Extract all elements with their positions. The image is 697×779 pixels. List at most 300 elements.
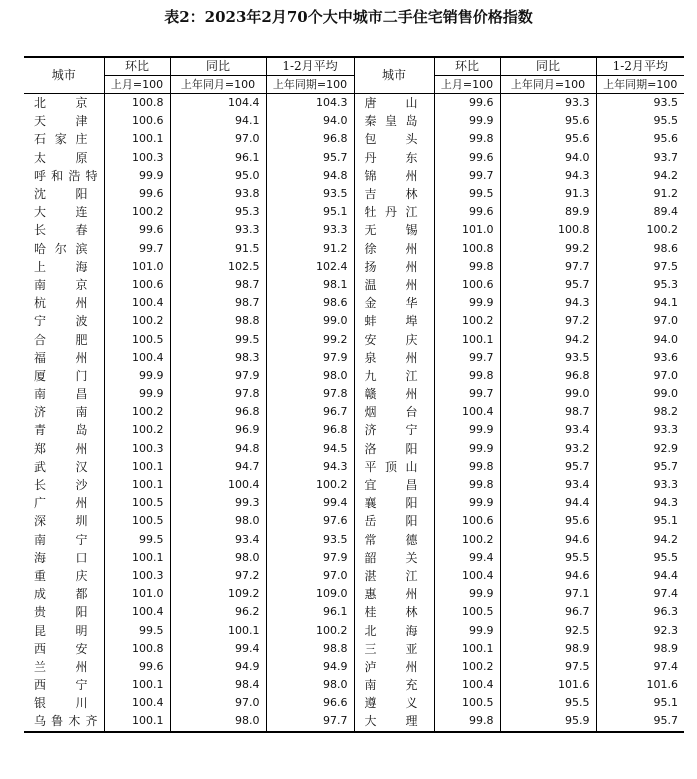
- right-city-name: 桂林: [354, 603, 434, 621]
- left-yoy-value: 94.9: [170, 658, 266, 676]
- header-avg-sub-right: 上年同期=100: [596, 76, 684, 94]
- right-mom-value: 100.4: [434, 567, 500, 585]
- left-yoy-value: 96.1: [170, 149, 266, 167]
- right-mom-value: 99.6: [434, 203, 500, 221]
- left-yoy-value: 98.0: [170, 512, 266, 530]
- left-mom-value: 100.3: [104, 149, 170, 167]
- right-avg-value: 94.1: [596, 294, 684, 312]
- left-mom-value: 100.3: [104, 567, 170, 585]
- right-mom-value: 100.6: [434, 276, 500, 294]
- header-yoy-sub-left: 上年同月=100: [170, 76, 266, 94]
- left-avg-value: 96.7: [266, 403, 354, 421]
- left-city-name: 沈阳: [34, 187, 88, 202]
- right-mom-value: 100.8: [434, 240, 500, 258]
- right-mom-value: 100.5: [434, 603, 500, 621]
- right-city-name: 惠州: [354, 585, 434, 603]
- left-city-name: 兰州: [34, 659, 88, 674]
- right-city-name: 丹东: [354, 149, 434, 167]
- right-city-name: 泸州: [354, 658, 434, 676]
- left-yoy-value: 97.0: [170, 130, 266, 148]
- left-avg-value: 109.0: [266, 585, 354, 603]
- header-avg-right: 1-2月平均: [596, 57, 684, 76]
- right-mom-value: 99.6: [434, 149, 500, 167]
- left-city-name: 合肥: [34, 332, 88, 347]
- right-yoy-value: 98.7: [500, 403, 596, 421]
- right-city-name: 岳阳: [354, 512, 434, 530]
- right-avg-value: 94.3: [596, 494, 684, 512]
- right-avg-value: 98.6: [596, 240, 684, 258]
- right-avg-value: 95.5: [596, 112, 684, 130]
- right-yoy-value: 94.0: [500, 149, 596, 167]
- right-city-name: 襄阳: [354, 494, 434, 512]
- right-city-name: 牡丹江: [354, 203, 434, 221]
- right-yoy-value: 98.9: [500, 640, 596, 658]
- left-avg-value: 102.4: [266, 258, 354, 276]
- left-city-name: 海口: [34, 550, 88, 565]
- left-yoy-value: 99.4: [170, 640, 266, 658]
- right-city-name: 吉林: [354, 185, 434, 203]
- left-city-name: 南昌: [34, 387, 88, 402]
- price-index-table: [24, 56, 684, 733]
- right-city-name: 包头: [354, 130, 434, 148]
- right-yoy-value: 95.7: [500, 458, 596, 476]
- table-row: [24, 330, 684, 348]
- right-mom-value: 99.9: [434, 440, 500, 458]
- table-row: [24, 640, 684, 658]
- left-avg-value: 95.7: [266, 149, 354, 167]
- right-mom-value: 99.7: [434, 167, 500, 185]
- right-yoy-value: 92.5: [500, 621, 596, 639]
- left-mom-value: 100.6: [104, 276, 170, 294]
- left-avg-value: 95.1: [266, 203, 354, 221]
- left-city-name: 西宁: [34, 678, 88, 693]
- right-yoy-value: 89.9: [500, 203, 596, 221]
- left-yoy-value: 99.3: [170, 494, 266, 512]
- right-mom-value: 99.7: [434, 349, 500, 367]
- left-mom-value: 100.4: [104, 294, 170, 312]
- left-city-name: 天津: [34, 114, 88, 129]
- table-row: [24, 367, 684, 385]
- left-yoy-value: 96.9: [170, 421, 266, 439]
- right-city-name: 扬州: [354, 258, 434, 276]
- right-yoy-value: 93.4: [500, 476, 596, 494]
- left-yoy-value: 98.0: [170, 549, 266, 567]
- left-city-name: 乌鲁木齐: [24, 712, 104, 731]
- left-yoy-value: 94.1: [170, 112, 266, 130]
- left-avg-value: 97.9: [266, 349, 354, 367]
- right-mom-value: 99.8: [434, 712, 500, 731]
- right-city-name: 大理: [354, 712, 434, 731]
- right-yoy-value: 100.8: [500, 221, 596, 239]
- table-row: [24, 94, 684, 113]
- right-yoy-value: 99.2: [500, 240, 596, 258]
- right-avg-value: 93.3: [596, 476, 684, 494]
- left-city-name: 福州: [34, 350, 88, 365]
- left-avg-value: 94.5: [266, 440, 354, 458]
- left-yoy-value: 96.8: [170, 403, 266, 421]
- table-row: [24, 167, 684, 185]
- left-mom-value: 100.4: [104, 603, 170, 621]
- right-yoy-value: 95.6: [500, 112, 596, 130]
- left-avg-value: 96.8: [266, 130, 354, 148]
- left-avg-value: 94.9: [266, 658, 354, 676]
- right-mom-value: 100.6: [434, 512, 500, 530]
- right-city-name: 南充: [354, 676, 434, 694]
- left-mom-value: 100.2: [104, 203, 170, 221]
- left-city-name: 郑州: [34, 441, 88, 456]
- right-yoy-value: 94.3: [500, 167, 596, 185]
- left-mom-value: 99.7: [104, 240, 170, 258]
- right-mom-value: 100.5: [434, 694, 500, 712]
- right-city-name: 韶关: [354, 549, 434, 567]
- right-avg-value: 89.4: [596, 203, 684, 221]
- right-avg-value: 98.9: [596, 640, 684, 658]
- left-city-name: 大连: [34, 205, 88, 220]
- header-mom-right: 环比: [434, 57, 500, 76]
- left-yoy-value: 104.4: [170, 94, 266, 113]
- left-avg-value: 97.0: [266, 567, 354, 585]
- right-city-name: 温州: [354, 276, 434, 294]
- right-city-name: 秦皇岛: [354, 112, 434, 130]
- right-mom-value: 100.1: [434, 330, 500, 348]
- table-body: [24, 94, 684, 732]
- right-yoy-value: 93.2: [500, 440, 596, 458]
- right-city-name: 平顶山: [354, 458, 434, 476]
- table-row: [24, 476, 684, 494]
- left-mom-value: 99.6: [104, 185, 170, 203]
- left-avg-value: 96.6: [266, 694, 354, 712]
- right-city-name: 赣州: [354, 385, 434, 403]
- left-avg-value: 97.8: [266, 385, 354, 403]
- left-yoy-value: 97.2: [170, 567, 266, 585]
- right-city-name: 宜昌: [354, 476, 434, 494]
- table-row: [24, 494, 684, 512]
- table-row: [24, 621, 684, 639]
- table-row: [24, 549, 684, 567]
- table-row: [24, 712, 684, 731]
- right-mom-value: 99.8: [434, 476, 500, 494]
- right-yoy-value: 95.9: [500, 712, 596, 731]
- right-city-name: 洛阳: [354, 440, 434, 458]
- right-avg-value: 92.9: [596, 440, 684, 458]
- right-yoy-value: 97.7: [500, 258, 596, 276]
- header-city-left: 城市: [24, 57, 104, 94]
- left-mom-value: 100.3: [104, 440, 170, 458]
- left-mom-value: 100.1: [104, 676, 170, 694]
- left-yoy-value: 99.5: [170, 330, 266, 348]
- right-avg-value: 95.1: [596, 512, 684, 530]
- right-yoy-value: 95.5: [500, 549, 596, 567]
- left-yoy-value: 97.9: [170, 367, 266, 385]
- left-avg-value: 97.6: [266, 512, 354, 530]
- right-avg-value: 95.7: [596, 712, 684, 731]
- left-city-name: 太原: [34, 150, 88, 165]
- right-yoy-value: 93.3: [500, 94, 596, 113]
- table-row: [24, 203, 684, 221]
- left-mom-value: 100.5: [104, 494, 170, 512]
- header-mom-left: 环比: [104, 57, 170, 76]
- right-mom-value: 99.6: [434, 94, 500, 113]
- left-yoy-value: 100.1: [170, 621, 266, 639]
- right-mom-value: 100.2: [434, 658, 500, 676]
- left-city-name: 南宁: [34, 532, 88, 547]
- left-mom-value: 100.6: [104, 112, 170, 130]
- table-row: [24, 440, 684, 458]
- right-mom-value: 99.9: [434, 585, 500, 603]
- left-city-name: 重庆: [34, 568, 88, 583]
- right-yoy-value: 95.6: [500, 512, 596, 530]
- right-avg-value: 95.3: [596, 276, 684, 294]
- page-title: 表2：2023年2月70个大中城市二手住宅销售价格指数: [164, 8, 533, 26]
- left-mom-value: 99.5: [104, 621, 170, 639]
- table-row: [24, 149, 684, 167]
- right-city-name: 锦州: [354, 167, 434, 185]
- left-city-name: 宁波: [34, 314, 88, 329]
- left-mom-value: 100.2: [104, 403, 170, 421]
- left-avg-value: 96.8: [266, 421, 354, 439]
- right-yoy-value: 94.3: [500, 294, 596, 312]
- header-avg-sub-left: 上年同期=100: [266, 76, 354, 94]
- left-yoy-value: 91.5: [170, 240, 266, 258]
- right-yoy-value: 91.3: [500, 185, 596, 203]
- right-avg-value: 99.0: [596, 385, 684, 403]
- left-mom-value: 100.2: [104, 312, 170, 330]
- right-city-name: 九江: [354, 367, 434, 385]
- left-avg-value: 98.1: [266, 276, 354, 294]
- table-row: [24, 312, 684, 330]
- left-yoy-value: 98.3: [170, 349, 266, 367]
- table-row: [24, 658, 684, 676]
- table-row: [24, 694, 684, 712]
- left-mom-value: 100.1: [104, 458, 170, 476]
- left-city-name: 杭州: [34, 296, 88, 311]
- right-avg-value: 97.5: [596, 258, 684, 276]
- left-yoy-value: 97.0: [170, 694, 266, 712]
- right-mom-value: 99.9: [434, 294, 500, 312]
- right-avg-value: 93.7: [596, 149, 684, 167]
- right-avg-value: 97.4: [596, 585, 684, 603]
- left-mom-value: 100.4: [104, 694, 170, 712]
- right-city-name: 三亚: [354, 640, 434, 658]
- right-mom-value: 99.5: [434, 185, 500, 203]
- left-city-name: 北京: [34, 96, 88, 111]
- left-avg-value: 94.3: [266, 458, 354, 476]
- table-row: [24, 567, 684, 585]
- table-row: [24, 130, 684, 148]
- right-mom-value: 99.8: [434, 367, 500, 385]
- left-yoy-value: 93.3: [170, 221, 266, 239]
- left-avg-value: 96.1: [266, 603, 354, 621]
- right-city-name: 常德: [354, 531, 434, 549]
- left-avg-value: 99.2: [266, 330, 354, 348]
- right-mom-value: 99.7: [434, 385, 500, 403]
- right-mom-value: 100.2: [434, 312, 500, 330]
- left-avg-value: 99.0: [266, 312, 354, 330]
- left-city-name: 石家庄: [34, 132, 88, 147]
- right-yoy-value: 95.5: [500, 694, 596, 712]
- left-mom-value: 100.1: [104, 549, 170, 567]
- right-yoy-value: 94.6: [500, 531, 596, 549]
- table-row: [24, 531, 684, 549]
- table-row: [24, 458, 684, 476]
- left-mom-value: 100.8: [104, 94, 170, 113]
- table-row: [24, 240, 684, 258]
- right-avg-value: 93.3: [596, 421, 684, 439]
- right-avg-value: 95.5: [596, 549, 684, 567]
- right-city-name: 烟台: [354, 403, 434, 421]
- left-city-name: 广州: [34, 496, 88, 511]
- left-city-name: 长沙: [34, 478, 88, 493]
- left-yoy-value: 98.8: [170, 312, 266, 330]
- left-city-name: 长春: [34, 223, 88, 238]
- left-mom-value: 99.6: [104, 221, 170, 239]
- right-city-name: 金华: [354, 294, 434, 312]
- right-avg-value: 101.6: [596, 676, 684, 694]
- left-mom-value: 100.2: [104, 421, 170, 439]
- right-city-name: 济宁: [354, 421, 434, 439]
- left-avg-value: 99.4: [266, 494, 354, 512]
- left-yoy-value: 95.3: [170, 203, 266, 221]
- right-yoy-value: 94.6: [500, 567, 596, 585]
- left-yoy-value: 98.0: [170, 712, 266, 731]
- left-yoy-value: 109.2: [170, 585, 266, 603]
- right-yoy-value: 101.6: [500, 676, 596, 694]
- right-avg-value: 96.3: [596, 603, 684, 621]
- right-avg-value: 94.2: [596, 167, 684, 185]
- left-avg-value: 97.9: [266, 549, 354, 567]
- left-yoy-value: 98.4: [170, 676, 266, 694]
- left-city-name: 银川: [34, 696, 88, 711]
- left-avg-value: 97.7: [266, 712, 354, 731]
- right-yoy-value: 96.7: [500, 603, 596, 621]
- left-yoy-value: 102.5: [170, 258, 266, 276]
- right-avg-value: 91.2: [596, 185, 684, 203]
- right-yoy-value: 97.5: [500, 658, 596, 676]
- header-avg-left: 1-2月平均: [266, 57, 354, 76]
- left-avg-value: 93.5: [266, 185, 354, 203]
- left-city-name: 呼和浩特: [34, 168, 98, 183]
- right-mom-value: 100.4: [434, 676, 500, 694]
- table-row: [24, 221, 684, 239]
- right-yoy-value: 94.2: [500, 330, 596, 348]
- table-row: [24, 385, 684, 403]
- left-mom-value: 100.1: [104, 712, 170, 731]
- table-row: [24, 676, 684, 694]
- left-mom-value: 101.0: [104, 258, 170, 276]
- table-row: [24, 403, 684, 421]
- left-city-name: 济南: [34, 405, 88, 420]
- header-mom-sub-left: 上月=100: [104, 76, 170, 94]
- table-row: [24, 185, 684, 203]
- right-city-name: 安庆: [354, 330, 434, 348]
- table-row: [24, 603, 684, 621]
- left-mom-value: 100.4: [104, 349, 170, 367]
- right-mom-value: 100.2: [434, 531, 500, 549]
- right-yoy-value: 94.4: [500, 494, 596, 512]
- right-mom-value: 99.8: [434, 258, 500, 276]
- table-row: [24, 421, 684, 439]
- left-mom-value: 99.9: [104, 167, 170, 185]
- left-avg-value: 93.3: [266, 221, 354, 239]
- left-avg-value: 94.8: [266, 167, 354, 185]
- left-mom-value: 100.8: [104, 640, 170, 658]
- left-yoy-value: 95.0: [170, 167, 266, 185]
- left-mom-value: 99.9: [104, 385, 170, 403]
- right-mom-value: 100.4: [434, 403, 500, 421]
- left-city-name: 南京: [34, 277, 88, 292]
- header-yoy-right: 同比: [500, 57, 596, 76]
- right-mom-value: 99.9: [434, 112, 500, 130]
- right-yoy-value: 97.1: [500, 585, 596, 603]
- right-mom-value: 101.0: [434, 221, 500, 239]
- right-avg-value: 100.2: [596, 221, 684, 239]
- right-avg-value: 95.6: [596, 130, 684, 148]
- left-city-name: 青岛: [34, 423, 88, 438]
- left-mom-value: 100.5: [104, 330, 170, 348]
- right-avg-value: 97.0: [596, 312, 684, 330]
- left-yoy-value: 93.4: [170, 531, 266, 549]
- right-avg-value: 97.0: [596, 367, 684, 385]
- left-city-name: 哈尔滨: [34, 241, 88, 256]
- left-mom-value: 100.1: [104, 476, 170, 494]
- right-avg-value: 94.4: [596, 567, 684, 585]
- left-mom-value: 100.1: [104, 130, 170, 148]
- table-row: [24, 294, 684, 312]
- table-row: [24, 349, 684, 367]
- right-yoy-value: 95.6: [500, 130, 596, 148]
- right-city-name: 湛江: [354, 567, 434, 585]
- right-avg-value: 94.2: [596, 531, 684, 549]
- table-row: [24, 512, 684, 530]
- left-yoy-value: 98.7: [170, 276, 266, 294]
- left-yoy-value: 93.8: [170, 185, 266, 203]
- right-avg-value: 97.4: [596, 658, 684, 676]
- right-mom-value: 99.8: [434, 130, 500, 148]
- left-yoy-value: 98.7: [170, 294, 266, 312]
- header-mom-sub-right: 上月=100: [434, 76, 500, 94]
- header-city-right: 城市: [354, 57, 434, 94]
- left-city-name: 厦门: [34, 368, 88, 383]
- right-yoy-value: 93.5: [500, 349, 596, 367]
- left-city-name: 武汉: [34, 459, 88, 474]
- right-mom-value: 100.1: [434, 640, 500, 658]
- right-city-name: 遵义: [354, 694, 434, 712]
- left-city-name: 上海: [34, 259, 88, 274]
- left-yoy-value: 94.8: [170, 440, 266, 458]
- left-mom-value: 99.5: [104, 531, 170, 549]
- right-city-name: 无锡: [354, 221, 434, 239]
- left-mom-value: 101.0: [104, 585, 170, 603]
- right-mom-value: 99.9: [434, 621, 500, 639]
- left-city-name: 昆明: [34, 623, 88, 638]
- table-row: [24, 585, 684, 603]
- right-city-name: 蚌埠: [354, 312, 434, 330]
- left-avg-value: 98.0: [266, 676, 354, 694]
- left-avg-value: 91.2: [266, 240, 354, 258]
- right-avg-value: 93.6: [596, 349, 684, 367]
- right-mom-value: 99.9: [434, 421, 500, 439]
- right-city-name: 唐山: [354, 94, 434, 113]
- left-avg-value: 100.2: [266, 476, 354, 494]
- left-avg-value: 100.2: [266, 621, 354, 639]
- right-avg-value: 95.1: [596, 694, 684, 712]
- right-yoy-value: 93.4: [500, 421, 596, 439]
- right-avg-value: 94.0: [596, 330, 684, 348]
- right-mom-value: 99.4: [434, 549, 500, 567]
- left-avg-value: 104.3: [266, 94, 354, 113]
- right-avg-value: 93.5: [596, 94, 684, 113]
- left-city-name: 成都: [34, 587, 88, 602]
